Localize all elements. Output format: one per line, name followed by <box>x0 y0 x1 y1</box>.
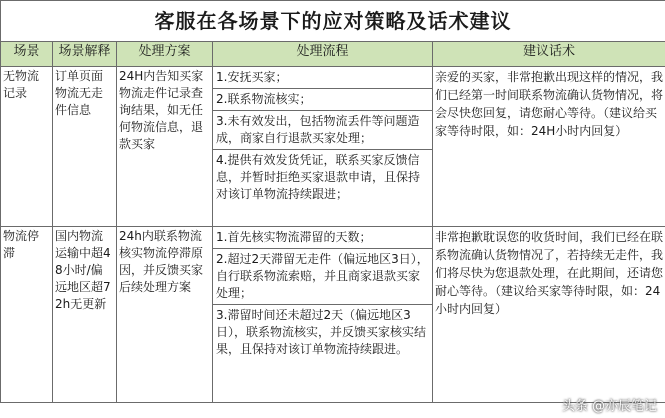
watermark: 头条 @亦辰笔记 <box>561 399 657 414</box>
header-scene: 场景 <box>1 42 53 67</box>
advice-cell: 亲爱的买家，非常抱歉出现这样的情况，我们已经第一时间联系物流确认货物情况，将会尽快您回复，请您耐心等待。（建议给买家等待时限，如：24H小时内回复） <box>433 67 665 227</box>
plan-cell: 24h内联系物流核实物流停滞原因，并反馈买家后续处理方案 <box>117 227 213 403</box>
flow-step: 2.联系物流核实； <box>213 89 432 111</box>
scene-cell: 无物流记录 <box>1 67 53 227</box>
explain-cell: 订单页面物流无走件信息 <box>53 67 117 227</box>
table-title: 客服在各场景下的应对策略及话术建议 <box>1 1 665 42</box>
header-plan: 处理方案 <box>117 42 213 67</box>
flow-cell <box>213 67 433 227</box>
scene-cell: 物流停滞 <box>1 227 53 403</box>
flow-step: 3.未有效发出，包括物流丢件等问题造成，商家自行退款买家处理； <box>213 111 432 150</box>
plan-cell: 24H内告知买家物流走件记录查询结果，如无任何物流信息，退款买家 <box>117 67 213 227</box>
header-explain: 场景解释 <box>53 42 117 67</box>
flow-step: 1.安抚买家； <box>213 67 432 89</box>
advice-cell: 非常抱歉耽误您的收货时间，我们已经在联系物流确认货物情况了，若持续无走件，我们将尽快为您退款处理，在此期间，还请您耐心等待。（建议给买家等待时限，如：24小时内回复） <box>433 227 665 403</box>
explain-cell: 国内物流运输中超48小时/偏远地区超72h无更新 <box>53 227 117 403</box>
table-row <box>1 67 665 227</box>
header-row <box>1 42 665 67</box>
flow-step: 1.首先核实物流滞留的天数； <box>213 227 432 249</box>
table-row <box>1 227 665 403</box>
flow-step: 2.超过2天滞留无走件（偏远地区3日），自行联系物流索赔，并且商家退款买家处理； <box>213 249 432 305</box>
flow-cell <box>213 227 433 403</box>
header-flow: 处理流程 <box>213 42 433 67</box>
header-advice: 建议话术 <box>433 42 665 67</box>
flow-step: 3.滞留时间还未超过2天（偏远地区3日），联系物流核实，并反馈买家核实结果，且保持对该订单物流持续跟进。 <box>216 308 427 356</box>
flow-step: 4.提供有效发货凭证，联系买家反馈信息，并暂时拒绝买家退款申请，且保持对该订单物流持续跟进； <box>216 153 421 201</box>
